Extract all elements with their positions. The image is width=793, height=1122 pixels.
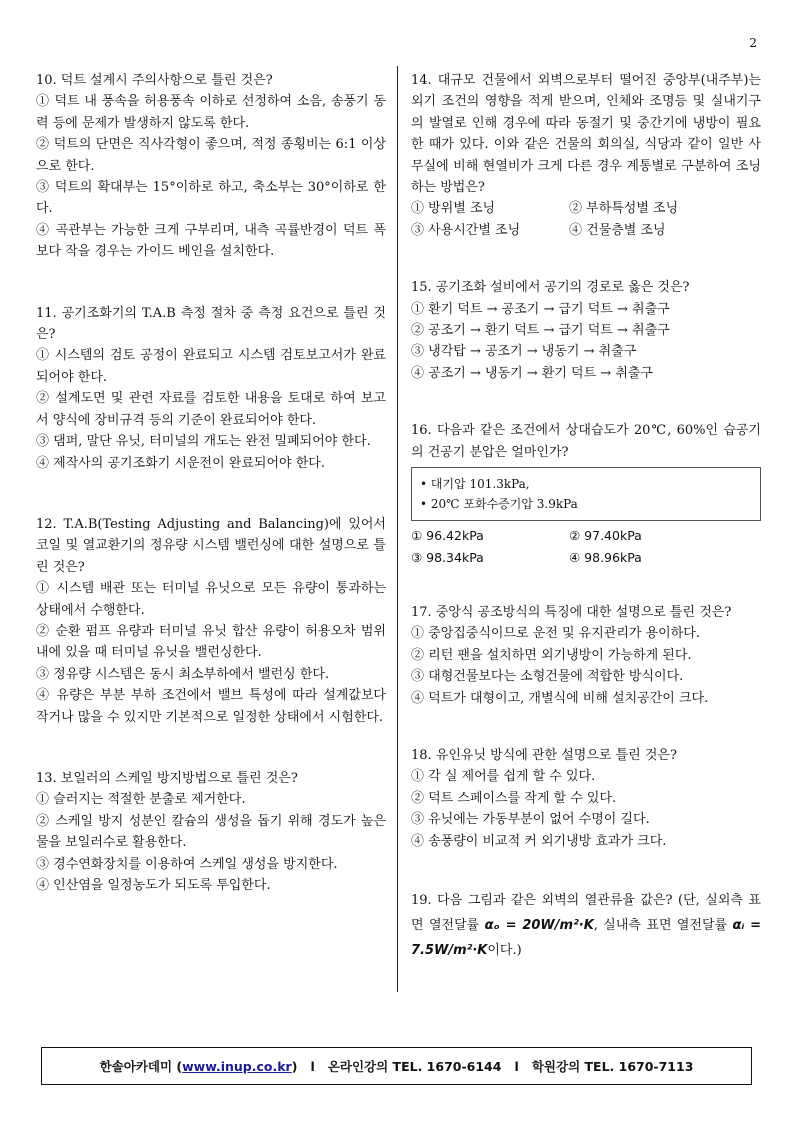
question-18 bbox=[411, 745, 761, 852]
condition-1: • 대기압 101.3kPa, bbox=[420, 477, 530, 492]
question-12 bbox=[36, 514, 386, 728]
options-grid bbox=[411, 525, 761, 568]
question-title: 17. 중앙식 공조방식의 특징에 대한 설명으로 틀린 것은? bbox=[411, 604, 732, 620]
question-15 bbox=[411, 277, 761, 384]
option-2: ② 덕트 스페이스를 작게 할 수 있다. bbox=[411, 790, 617, 806]
question-title bbox=[411, 888, 761, 963]
question-title: 16. 다음과 같은 조건에서 상대습도가 20℃, 60%인 습공기의 건공기 분압은 얼마인가? bbox=[411, 423, 761, 460]
question-title: 15. 공기조화 설비에서 공기의 경로로 옳은 것은? bbox=[411, 280, 690, 296]
column-divider bbox=[397, 66, 398, 992]
option-3: ③ 사용시간별 조닝 bbox=[411, 222, 521, 238]
question-13 bbox=[36, 768, 386, 896]
option-1: ① 덕트 내 풍속을 허용풍속 이하로 선정하여 소음, 송풍기 동력 등에 문제가 발생하지 않도록 한다. bbox=[36, 94, 386, 131]
question-16 bbox=[411, 420, 761, 568]
question-11 bbox=[36, 303, 386, 474]
option-3: ③ 냉각탑 → 공조기 → 냉동기 → 취출구 bbox=[411, 344, 637, 360]
option-3: ③ 댐퍼, 말단 유닛, 터미널의 개도는 완전 밀폐되어야 한다. bbox=[36, 434, 371, 450]
option-4: ④ 공조기 → 냉동기 → 환기 덕트 → 취출구 bbox=[411, 365, 653, 381]
page-number: 2 bbox=[749, 36, 757, 50]
title-part-a: 19. 다음 그림과 같은 외벽의 열관류율 값은? (단, 실외측 표면 열전달률 bbox=[411, 892, 761, 933]
option-2: ② 순환 펌프 유량과 터미널 유닛 합산 유량이 허용오차 범위 내에 있을 때 터미널 유닛을 밸런싱한다. bbox=[36, 623, 386, 661]
option-2: ② 부하특성별 조닝 bbox=[569, 201, 679, 217]
footer-contacts: ) l 온라인강의 TEL. 1670-6144 l 학원강의 TEL. 1670-7113 bbox=[291, 1059, 694, 1074]
question-title: 10. 덕트 설계시 주의사항으로 틀린 것은? bbox=[36, 73, 273, 88]
option-1: ① 방위별 조닝 bbox=[411, 201, 496, 217]
right-column bbox=[411, 70, 761, 963]
option-1: ① 시스템의 검토 공정이 완료되고 시스템 검토보고서가 완료되어야 한다. bbox=[36, 348, 386, 385]
option-4: ④ 곡관부는 가능한 크게 구부리며, 내측 곡률반경이 덕트 폭보다 작을 경우는 가이드 베인을 설치한다. bbox=[36, 222, 386, 260]
footer-banner bbox=[41, 1047, 752, 1085]
option-4: ④ 유량은 부분 부하 조건에서 밸브 특성에 따라 설계값보다 작거나 많을 수 있지만 기본적으로 일정한 상태에서 시험한다. bbox=[36, 688, 386, 725]
option-3: ③ 98.34kPa bbox=[411, 549, 484, 565]
question-10 bbox=[36, 70, 386, 263]
option-2: ② 설계도면 및 관련 자료를 검토한 내용을 토대로 하여 보고서 양식에 장비규격 등의 기준이 완료되어야 한다. bbox=[36, 391, 386, 428]
option-3: ③ 정유량 시스템은 동시 최소부하에서 밸런싱 한다. bbox=[36, 666, 330, 682]
question-title: 11. 공기조화기의 T.A.B 측정 절차 중 측정 요건으로 틀린 것은? bbox=[36, 305, 386, 343]
question-14 bbox=[411, 70, 761, 241]
outdoor-coefficient: αₒ = 20W/m²·K bbox=[484, 917, 594, 933]
option-2: ② 스케일 방지 성분인 칼슘의 생성을 돕기 위해 경도가 높은 물을 보일러수로 활용한다. bbox=[36, 813, 386, 851]
question-19 bbox=[411, 888, 761, 963]
option-4: ④ 인산염을 일정농도가 되도록 투입한다. bbox=[36, 878, 271, 893]
option-3: ③ 유닛에는 가동부분이 없어 수명이 길다. bbox=[411, 812, 650, 828]
option-1: ① 96.42kPa bbox=[411, 528, 484, 544]
option-1: ① 중앙집중식이므로 운전 및 유지관리가 용이하다. bbox=[411, 626, 700, 642]
question-title: 13. 보일러의 스케일 방지방법으로 틀린 것은? bbox=[36, 770, 298, 786]
question-title: 18. 유인유닛 방식에 관한 설명으로 틀린 것은? bbox=[411, 747, 677, 763]
option-4: ④ 송풍량이 비교적 커 외기냉방 효과가 크다. bbox=[411, 833, 667, 849]
condition-2: • 20℃ 포화수증기압 3.9kPa bbox=[420, 497, 578, 512]
option-2: ② 리턴 팬을 설치하면 외기냉방이 가능하게 된다. bbox=[411, 647, 692, 663]
question-17 bbox=[411, 602, 761, 709]
option-4: ④ 건물층별 조닝 bbox=[569, 222, 666, 238]
option-2: ② 97.40kPa bbox=[569, 528, 642, 544]
website-link[interactable]: www.inup.co.kr bbox=[182, 1058, 292, 1074]
option-1: ① 슬러지는 적절한 분출로 제거한다. bbox=[36, 792, 246, 808]
question-title: 12. T.A.B(Testing Adjusting and Balancing)에 있어서 코일 및 열교환기의 정유량 시스템 밸런싱에 대한 설명으로 틀린 것은? bbox=[36, 516, 386, 575]
options-grid bbox=[411, 198, 761, 241]
conditions-box bbox=[411, 467, 761, 521]
footer-brand: 한솔아카데미 ( bbox=[99, 1059, 183, 1074]
left-column bbox=[36, 70, 386, 896]
option-3: ③ 덕트의 확대부는 15°이하로 하고, 축소부는 30°이하로 한다. bbox=[36, 180, 386, 217]
title-part-c: 이다.) bbox=[487, 942, 522, 958]
indoor-coefficient: αᵢ = 7.5W/m²·K bbox=[411, 917, 761, 958]
option-2: ② 덕트의 단면은 직사각형이 좋으며, 적정 종횡비는 6:1 이상으로 한다. bbox=[36, 137, 386, 174]
option-1: ① 환기 덕트 → 공조기 → 급기 덕트 → 취출구 bbox=[411, 301, 670, 317]
option-4: ④ 98.96kPa bbox=[569, 549, 642, 565]
option-1: ① 각 실 제어를 쉽게 할 수 있다. bbox=[411, 769, 596, 785]
option-3: ③ 대형건물보다는 소형건물에 적합한 방식이다. bbox=[411, 669, 684, 685]
question-title: 14. 대규모 건물에서 외벽으로부터 떨어진 중앙부(내주부)는 외기 조건의 영향을 적게 받으며, 인체와 조명등 및 실내기구의 발열로 인해 경우에 따라 동절기 및 중간기에 냉방이 필요한 때가 있다. 이와 같은 건물의 회의실, 식당과 같이 일반 사무실에 비해 현열비가 크게 다른 경우 계통별로 구분하여 조닝하는 방법은? bbox=[411, 73, 761, 196]
option-1: ① 시스템 배관 또는 터미널 유닛으로 모든 유량이 통과하는 상태에서 수행한다. bbox=[36, 581, 386, 618]
option-2: ② 공조기 → 환기 덕트 → 급기 덕트 → 취출구 bbox=[411, 323, 670, 339]
option-3: ③ 경수연화장치를 이용하여 스케일 생성을 방지한다. bbox=[36, 856, 338, 872]
title-part-b: , 실내측 표면 열전달률 bbox=[593, 917, 733, 933]
option-4: ④ 덕트가 대형이고, 개별식에 비해 설치공간이 크다. bbox=[411, 690, 709, 706]
option-4: ④ 제작사의 공기조화기 시운전이 완료되어야 한다. bbox=[36, 455, 325, 471]
